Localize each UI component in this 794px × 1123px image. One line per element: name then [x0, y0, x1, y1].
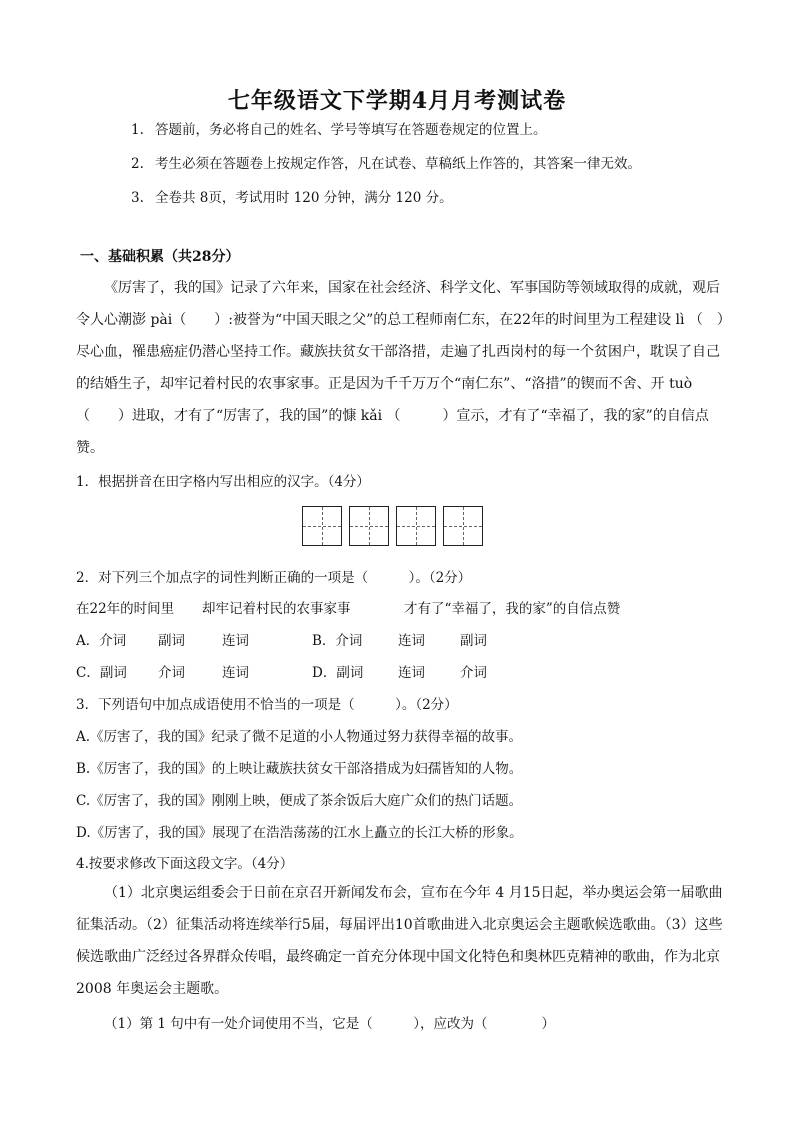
exam-title: 七年级语文下学期4月月考测试卷 — [227, 88, 567, 114]
option-word: 连词 — [398, 633, 425, 649]
answer-box[interactable] — [302, 506, 342, 546]
instruction-item — [131, 120, 751, 154]
instruction-number: 3. — [131, 190, 144, 206]
question-2-options-ab — [76, 629, 487, 649]
instruction-text: 考生必须在答题卷上按规定作答，凡在试卷、草稿纸上作答的，其答案一律无效。 — [155, 156, 641, 172]
question-2-phrases — [76, 597, 620, 617]
question-3-option: B.《厉害了，我的国》的上映让藏族扶贫女干部洛措成为妇孺皆知的人物。 — [76, 761, 523, 777]
instruction-text: 答题前，务必将自己的姓名、学号等填写在答题卷规定的位置上。 — [155, 122, 547, 138]
option-word: 介词 — [460, 665, 487, 681]
question-4: 4.按要求修改下面这段文字。（4分） — [76, 856, 294, 872]
option-word: 连词 — [222, 633, 249, 649]
question-2: 2．对下列三个加点字的词性判断正确的一项是（ ）。（2分） — [76, 570, 472, 586]
answer-box[interactable] — [396, 506, 436, 546]
option-label: C．副词 — [76, 665, 127, 681]
question-3-option: A.《厉害了，我的国》纪录了微不足道的小人物通过努力获得幸福的故事。 — [76, 729, 523, 745]
section-heading: 一、基础积累（共28分） — [80, 249, 240, 265]
instructions-list — [131, 120, 751, 222]
tianzige-grid — [302, 506, 483, 546]
option-word: 副词 — [158, 633, 185, 649]
question-3: 3．下列语句中加点成语使用不恰当的一项是（ ）。（2分） — [76, 697, 458, 713]
option-word: 副词 — [460, 633, 487, 649]
phrase: 才有了“幸福了，我的家”的自信点赞 — [404, 601, 621, 617]
instruction-number: 1. — [131, 122, 144, 138]
option-word: 连词 — [398, 665, 425, 681]
question-1: 1．根据拼音在田字格内写出相应的汉字。（4分） — [76, 474, 370, 490]
question-2-options-cd — [76, 661, 487, 681]
question-3-option: D.《厉害了，我的国》展现了在浩浩荡荡的江水上矗立的长江大桥的形象。 — [76, 825, 523, 841]
instruction-number: 2. — [131, 156, 144, 172]
option-word: 介词 — [158, 665, 185, 681]
question-3-option: C.《厉害了，我的国》刚刚上映，便成了茶余饭后大庭广众们的热门话题。 — [76, 793, 523, 809]
phrase: 在22年的时间里 — [76, 601, 175, 617]
question-4-passage: （1）北京奥运组委会于日前在京召开新闻发布会，宣布在今年 4 月15日起，举办奥运会第一届歌曲征集活动。（2）征集活动将连续举行5届，每届评出10首歌曲进入北京奥运会主题歌候选歌曲。（3）这些候选歌曲广泛经过各界群众传唱，最终确定一首充分体现中国文化特色和奥林匹克精神的歌曲，作为北京 2008 年奥运会主题歌。 — [76, 885, 723, 997]
instruction-item — [131, 188, 751, 222]
answer-box[interactable] — [349, 506, 389, 546]
option-word: 连词 — [222, 665, 249, 681]
reading-passage: 《厉害了，我的国》记录了六年来，国家在社会经济、科学文化、军事国防等领域取得的成就，观后令人心潮澎 pài（ ）:被誉为“中国天眼之父”的总工程师南仁东，在22年的时间里为工程建设 lì （ ）尽心血，罹患癌症仍潜心坚持工作。藏族扶贫女干部洛措，走遍了扎西岗村的每一个贫困户，耽误了自己的结婚生子，却牢记着村民的农事家事。正是因为千千万万个“南仁东”、“洛措”的锲而不舍、开 tuò （ ）进取，才有了“厉害了，我的国”的慷 kǎi （ ）宣示，才有了“幸福了，我的家”的自信点赞。 — [76, 280, 724, 456]
phrase: 却牢记着村民的农事家事 — [202, 601, 351, 617]
option-label: D．副词 — [312, 665, 364, 681]
instruction-item — [131, 154, 751, 188]
option-label: B．介词 — [312, 633, 363, 649]
instruction-text: 全卷共 8页，考试用时 120 分钟，满分 120 分。 — [155, 190, 453, 206]
question-4-sub1: （1）第 1 句中有一处介词使用不当，它是（ ），应改为（ ） — [104, 1016, 556, 1032]
answer-box[interactable] — [443, 506, 483, 546]
option-label: A．介词 — [76, 633, 127, 649]
